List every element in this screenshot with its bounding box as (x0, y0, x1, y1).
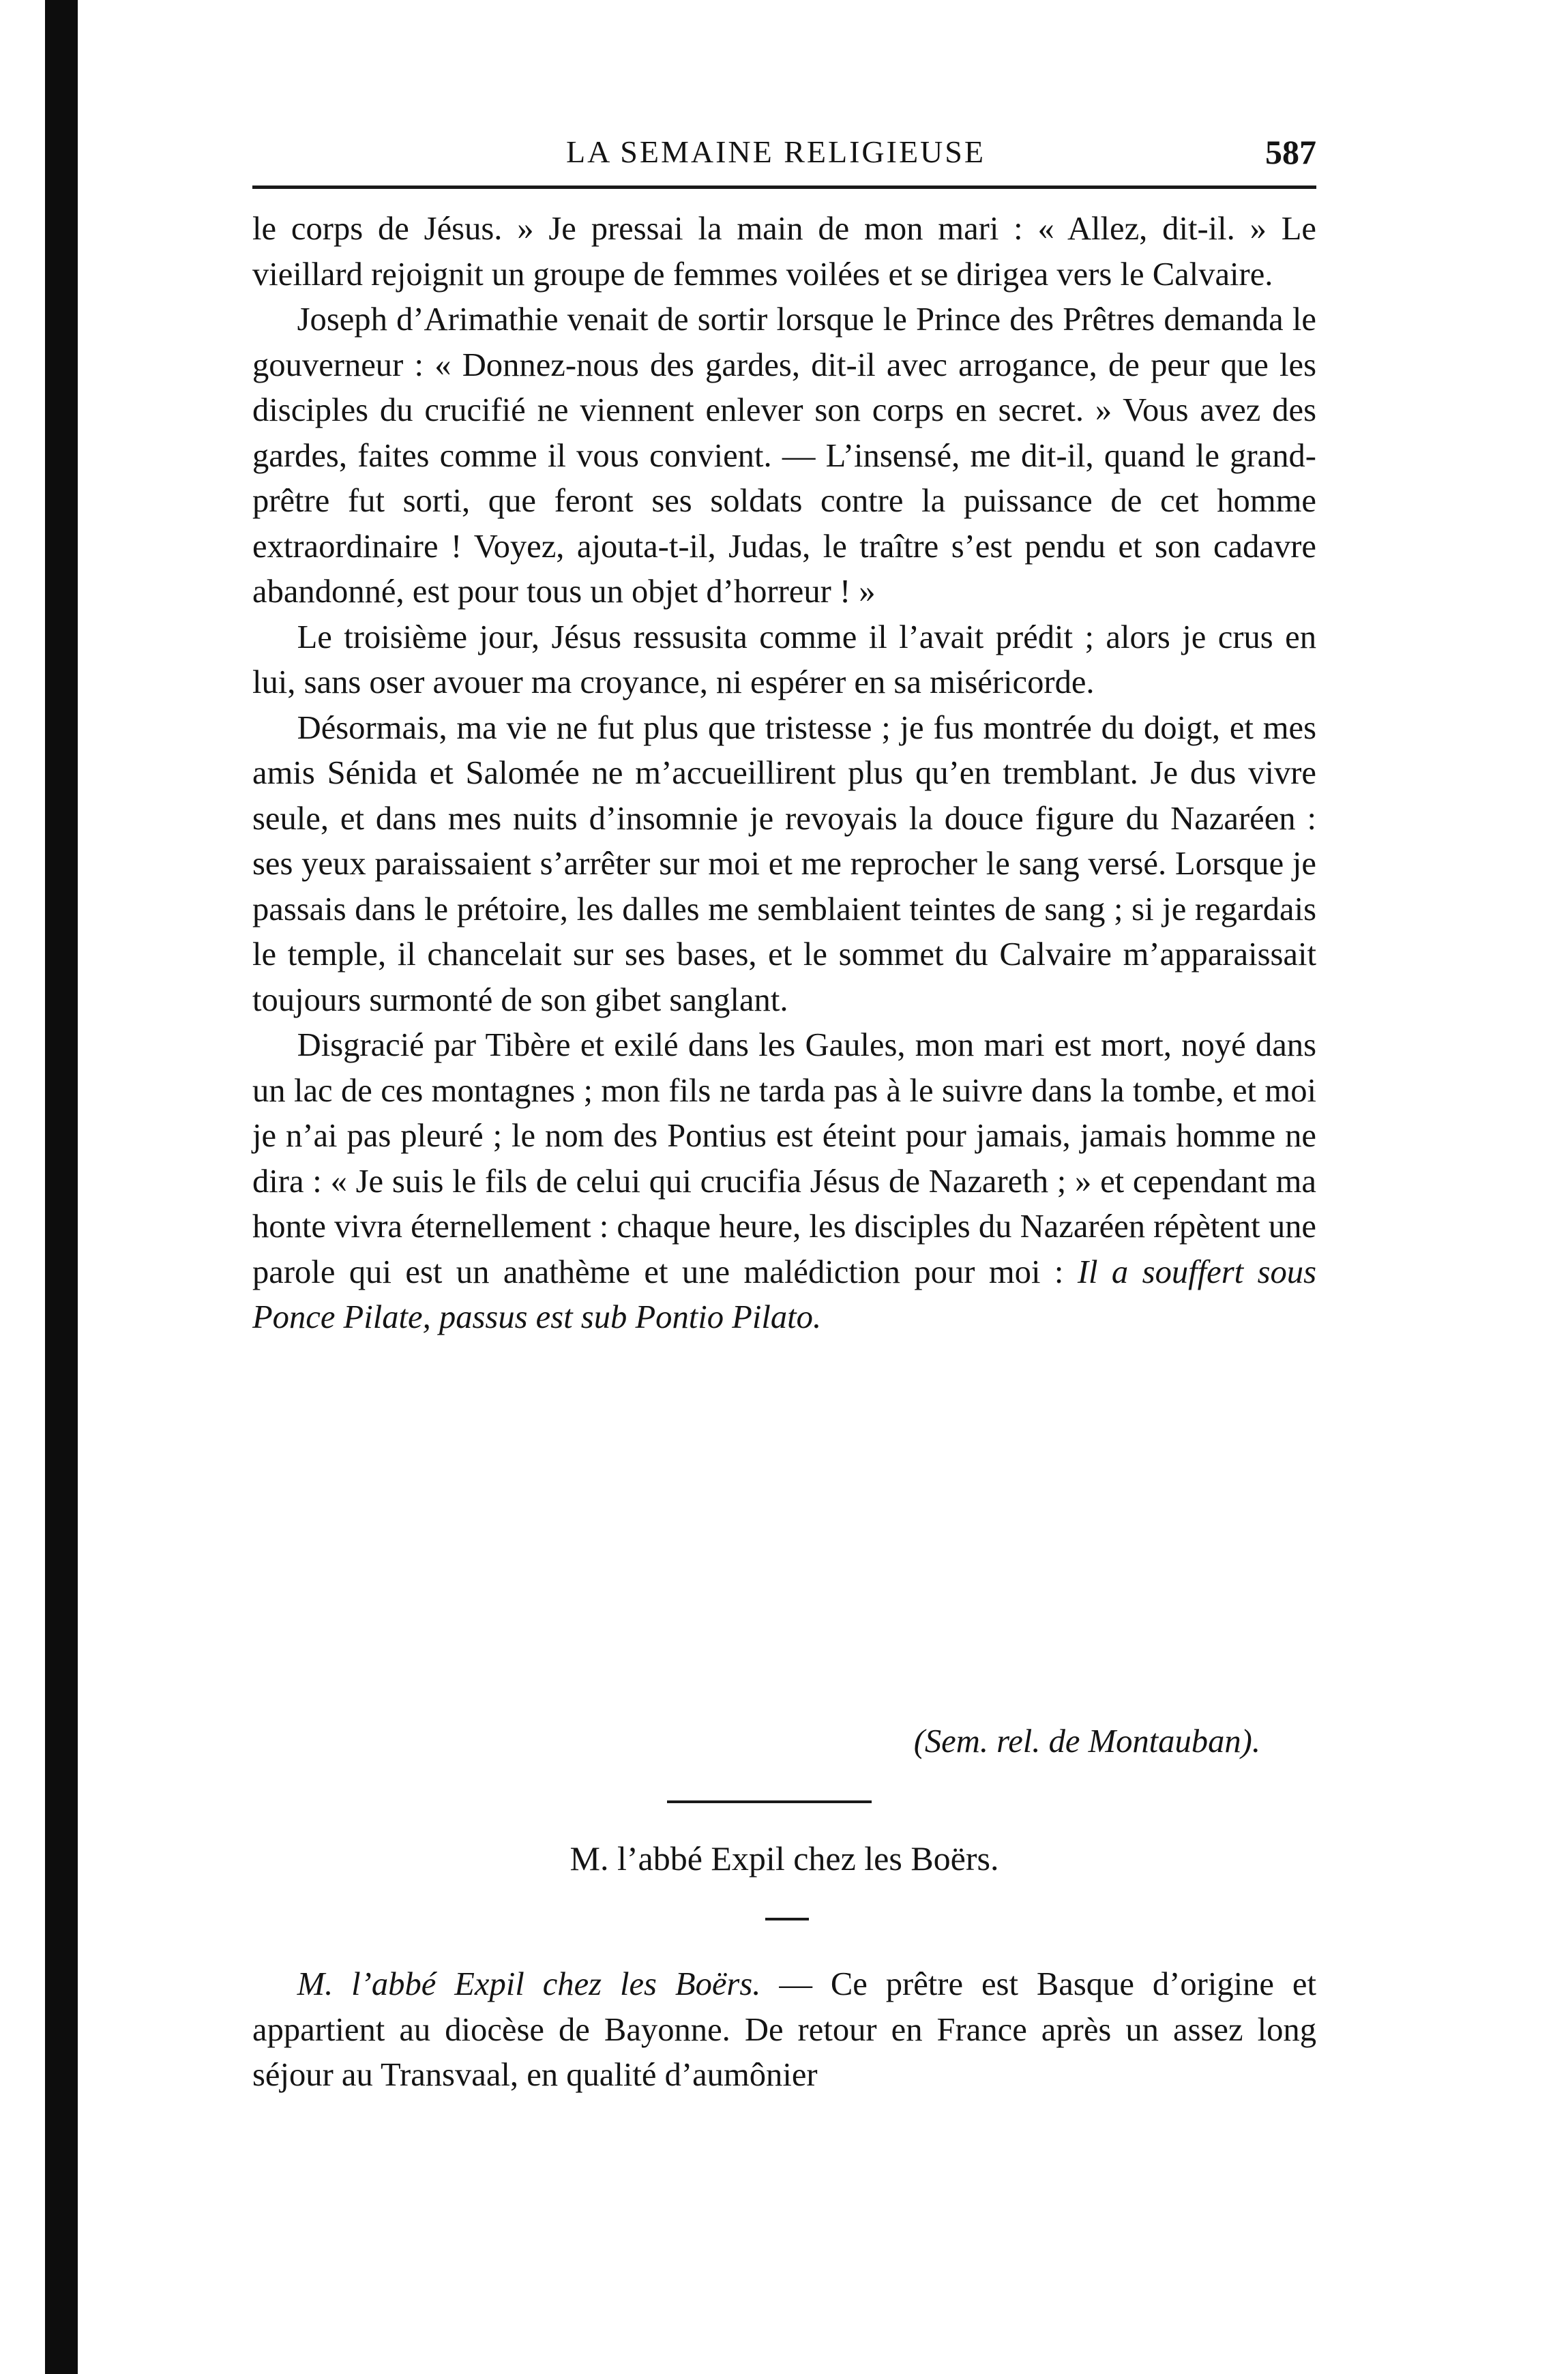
page-number: 587 (1265, 133, 1316, 171)
paragraph-5 (252, 1022, 1316, 1340)
section-divider-short (765, 1918, 809, 1920)
main-text (252, 206, 1316, 1340)
section-paragraph (252, 1961, 1316, 2098)
source-attribution: (Sem. rel. de Montauban). (913, 1723, 1260, 1760)
paragraph-5-text: Disgracié par Tibère et exilé dans les Gaules, mon mari est mort, noyé dans un lac de ces montagnes ; mon fils ne tarda pas à le suivre dans la tombe, et moi je n’ai pas pleuré ; le nom des Pontius est éteint pour jamais, jamais homme ne dira : « Je suis le fils de celui qui crucifia Jésus de Nazareth ; » et cependant ma honte vivra éternellement : chaque heure, les disciples du Nazaréen répètent une parole qui est un anathème et une malédiction pour moi : (252, 1026, 1316, 1290)
page-header (252, 128, 1316, 176)
paragraph-5-latin: Il a souffert sous Ponce Pilate, passus est sub Pontio Pilato. (252, 1253, 1316, 1335)
section-heading: M. l’abbé Expil chez les Boërs. (569, 1839, 999, 1878)
page (252, 0, 1316, 2374)
section-divider (667, 1800, 872, 1803)
paragraph-4: Désormais, ma vie ne fut plus que tristesse ; je fus montrée du doigt, et mes amis Sénida et Salomée ne m’accueillirent plus qu’en tremblant. Je dus vivre seule, et dans mes nuits d’insomnie je revoyais la douce figure du Nazaréen : ses yeux paraissaient s’arrêter sur moi et me reprocher le sang versé. Lorsque je passais dans le prétoire, les dalles me semblaient teintes de sang ; si je regardais le temple, il chancelait sur ses bases, et le sommet du Calvaire m’apparaissait toujours surmonté de son gibet sanglant. (252, 709, 1316, 1018)
section-paragraph-text: — Ce prêtre est Basque d’origine et appartient au diocèse de Bayonne. De retour en France après un assez long séjour au Transvaal, en qualité d’aumônier (252, 1965, 1316, 2093)
running-head: LA SEMAINE RELIGIEUSE (566, 134, 986, 169)
section-lead: M. l’abbé Expil chez les Boërs. (297, 1965, 761, 2002)
paragraph-2: Joseph d’Arimathie venait de sortir lorsque le Prince des Prêtres demanda le gouverneur : « Donnez-nous des gardes, dit-il avec arrogance, de peur que les disciples du crucifié ne viennent enlever son corps en secret. » Vous avez des gardes, faites comme il vous convient. — L’insensé, me dit-il, quand le grand-prêtre fut sorti, que feront ses soldats contre la puissance de cet homme extraordinaire ! Voyez, ajouta-t-il, Judas, le traître s’est pendu et son cadavre abandonné, est pour tous un objet d’horreur ! » (252, 301, 1316, 610)
header-rule (252, 186, 1316, 189)
scan-binding-edge (45, 0, 78, 2374)
paragraph-3: Le troisième jour, Jésus ressusita comme il l’avait prédit ; alors je crus en lui, sans oser avouer ma croyance, ni espérer en sa miséricorde. (252, 618, 1316, 700)
section-text (252, 1961, 1316, 2098)
paragraph-1: le corps de Jésus. » Je pressai la main de mon mari : « Allez, dit-il. » Le vieillard rejoignit un groupe de femmes voilées et se dirigea vers le Calvaire. (252, 210, 1316, 293)
